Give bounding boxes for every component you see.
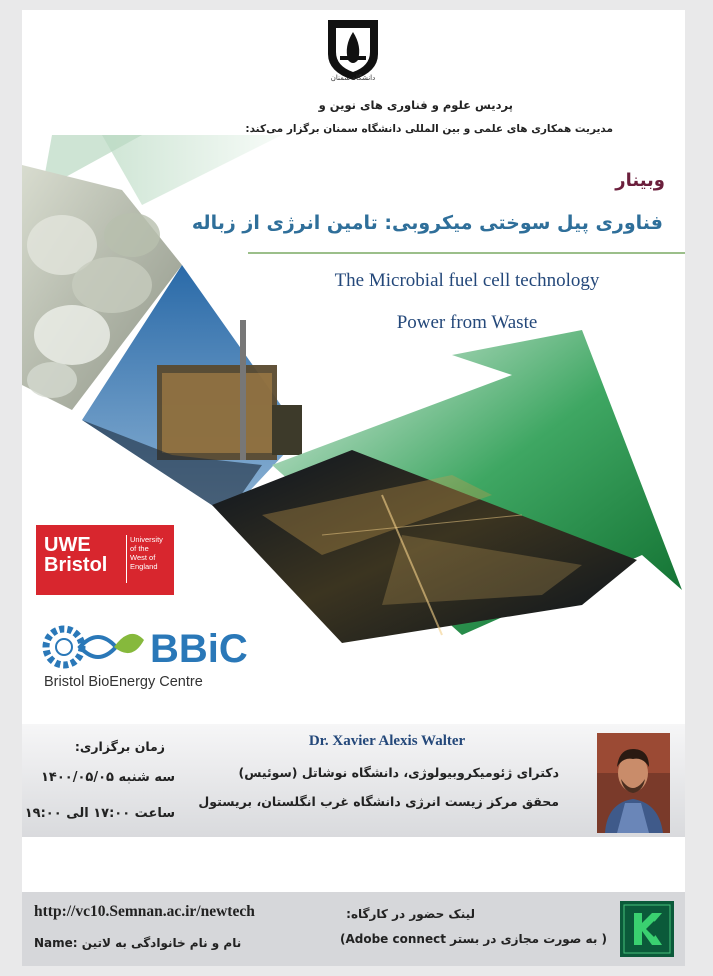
schedule-date: سه شنبه ۱۴۰۰/۰۵/۰۵	[41, 770, 175, 785]
english-title-line-2: Power from Waste	[396, 312, 538, 333]
persian-title: فناوری پیل سوختی میکروبی: تامین انرژی از زباله	[191, 212, 663, 234]
uwe-wordmark: UWE Bristol	[44, 534, 108, 576]
speaker-photo-icon	[597, 733, 670, 833]
speaker-degree: دکترای ژئومیکروبیولوژی، دانشگاه نوشاتل (سوئیس)	[238, 765, 559, 780]
webinar-label: وبینار	[615, 170, 665, 191]
bbic-caption: Bristol BioEnergy Centre	[44, 674, 203, 690]
webinar-poster	[22, 10, 685, 966]
organizer-line-1: پردیس علوم و فناوری های نوین و	[318, 98, 513, 112]
title-underline	[248, 252, 685, 254]
uwe-divider	[126, 535, 127, 583]
uwe-university-name: University of the West of England	[130, 535, 163, 571]
english-title-line-1: The Microbial fuel cell technology	[334, 270, 600, 291]
adobe-connect-note: ( به صورت مجازی در بستر Adobe connect)	[339, 932, 607, 946]
name-instruction-text: نام و نام خانوادگی به لاتین	[81, 936, 242, 950]
speaker-name: Dr. Xavier Alexis Walter	[308, 733, 466, 749]
uwe-bristol-logo	[36, 525, 174, 595]
logo-caption: دانشگاه سمنان	[330, 74, 376, 82]
university-logo-icon	[324, 16, 382, 82]
name-instruction	[34, 936, 241, 950]
speaker-affiliation: محقق مرکز زیست انرژی دانشگاه غرب انگلستان، بریستول	[198, 794, 559, 809]
organizer-line-2: مدیریت همکاری های علمی و بین المللی دانشگاه سمنان برگزار می‌کند:	[245, 123, 613, 135]
bbic-letters: BBiC	[150, 627, 248, 671]
webinar-link[interactable]: http://vc10.Semnan.ac.ir/newtech	[34, 903, 255, 920]
adobe-connect-icon	[620, 901, 674, 957]
link-label: لینک حضور در کارگاه:	[346, 907, 475, 921]
schedule-label: زمان برگزاری:	[74, 739, 165, 754]
schedule-time: ساعت ۱۷:۰۰ الی ۱۹:۰۰	[24, 806, 175, 821]
name-prefix: Name:	[34, 936, 78, 950]
